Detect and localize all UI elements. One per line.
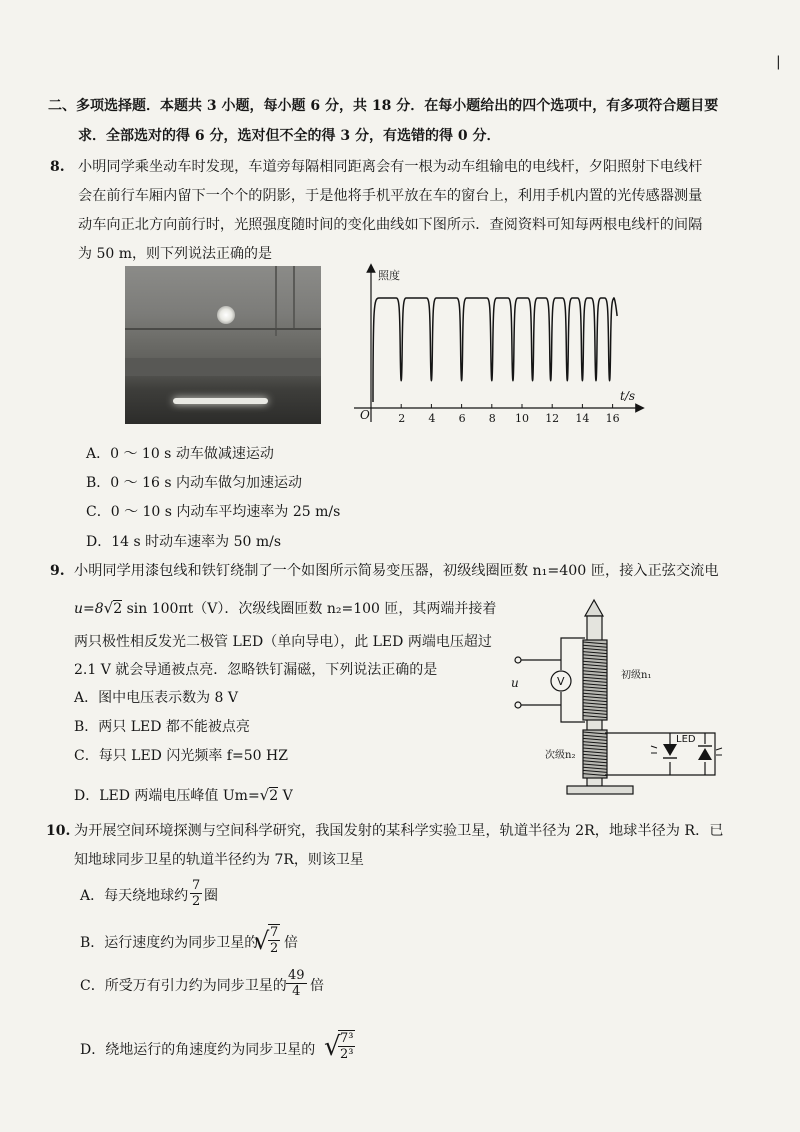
q9-formula-prefix: u=8 — [74, 601, 104, 617]
terminal-bottom — [515, 702, 521, 708]
q10-option-c-suffix: 倍 — [310, 978, 324, 994]
q9-line-2: 两只极性相反发光二极管 LED（单向导电），此 LED 两端电压超过 — [74, 634, 492, 650]
q10-option-b-suffix: 倍 — [284, 935, 298, 951]
q8-option-d: D．14 s 时动车速率为 50 m/s — [86, 534, 282, 550]
x-tick-label: 14 — [575, 412, 590, 425]
q10-option-b-denominator: 2 — [270, 941, 279, 956]
q10-option-d-numerator: 7³ — [340, 1031, 354, 1046]
q10-option-a-prefix: A．每天绕地球约 — [80, 888, 189, 904]
x-axis-label: t/s — [620, 389, 636, 403]
q10-option-a-suffix: 圈 — [204, 888, 218, 904]
q9-option-b: B．两只 LED 都不能被点亮 — [74, 719, 250, 735]
q10-option-b-radical: √ — [254, 927, 270, 955]
q10-option-a-fraction — [190, 878, 202, 909]
train-window-photo — [125, 266, 321, 424]
terminal-top — [515, 657, 521, 663]
primary-label: 初级n₁ — [621, 670, 652, 681]
q9-option-d: D．LED 两端电压峰值 Um=√2 V — [74, 786, 293, 804]
q10-option-b-fraction — [268, 924, 280, 956]
q8-option-a: A．0 ～ 10 s 动车做减速运动 — [86, 446, 274, 462]
q10-option-d-prefix: D．绕地运行的角速度约为同步卫星的 — [80, 1042, 316, 1058]
led-light-rays-1 — [651, 746, 657, 753]
q9-formula-suffix: sin 100πt（V）．次级线圈匝数 n₂=100 匝，其两端并接着 — [126, 601, 497, 617]
transformer-figure — [505, 590, 735, 805]
q10-option-b-numerator: 7 — [270, 925, 279, 940]
x-tick-label: 12 — [545, 412, 560, 425]
q9-option-d-suffix: V — [282, 788, 293, 804]
x-tick-label: 8 — [488, 412, 496, 425]
q10-option-b-prefix: B．运行速度约为同步卫星的 — [80, 935, 259, 951]
q8-option-c: C．0 ～ 10 s 内动车平均速率为 25 m/s — [86, 504, 341, 520]
q9-line-3: 2.1 V 就会导通被点亮．忽略铁钉漏磁，下列说法正确的是 — [74, 662, 438, 678]
q10-option-c-numerator: 49 — [288, 968, 305, 983]
section-header-line2: 求．全部选对的得 6 分，选对但不全的得 3 分，有选错的得 0 分． — [78, 128, 501, 144]
q9-formula-radicand: 2 — [113, 601, 123, 617]
q10-option-c-prefix: C．所受万有引力约为同步卫星的 — [80, 978, 287, 994]
q8-number: 8. — [50, 159, 65, 175]
origin-label: O — [360, 408, 370, 422]
secondary-label: 次级n₂ — [545, 750, 576, 761]
q10-line-2: 知地球同步卫星的轨道半径约为 7R，则该卫星 — [74, 852, 364, 868]
q8-option-b: B．0 ～ 16 s 内动车做匀加速运动 — [86, 475, 302, 491]
voltmeter-label: V — [557, 675, 565, 688]
q9-option-d-radicand: 2 — [269, 788, 279, 804]
led-2-icon — [698, 748, 712, 760]
x-tick-label: 16 — [605, 412, 620, 425]
q10-option-a-numerator: 7 — [192, 878, 201, 893]
q10-line-1: 为开展空间环境探测与空间科学研究，我国发射的某科学实验卫星，轨道半径为 2R，地球半径为 R．已 — [74, 823, 724, 839]
q10-option-d-denominator: 2³ — [340, 1047, 354, 1062]
x-tick-label: 4 — [428, 412, 436, 425]
q10-option-d-fraction — [338, 1030, 355, 1062]
q10-option-d-radical: √ — [324, 1032, 341, 1062]
q10-option-a-denominator: 2 — [192, 894, 201, 909]
led-light-rays-2 — [716, 748, 722, 755]
y-axis-label: 照度 — [378, 269, 400, 282]
page-marker: | — [776, 54, 781, 70]
q8-line-4: 为 50 m，则下列说法正确的是 — [78, 246, 272, 262]
x-tick-label: 2 — [398, 412, 406, 425]
illuminance-chart — [348, 262, 648, 442]
led-label: LED — [676, 734, 696, 745]
q10-option-c-fraction — [286, 968, 307, 999]
q8-line-3: 动车向正北方向前行时，光照强度随时间的变化曲线如下图所示．查阅资料可知每两根电线杆的间隔 — [78, 217, 703, 233]
x-tick-label: 6 — [458, 412, 466, 425]
q9-formula: u=8√2 sin 100πt（V）．次级线圈匝数 n₂=100 匝，其两端并接着 — [74, 599, 497, 617]
x-tick-label: 10 — [515, 412, 529, 425]
q9-option-c: C．每只 LED 闪光频率 f=50 HZ — [74, 748, 288, 764]
q8-line-1: 小明同学乘坐动车时发现，车道旁每隔相同距离会有一根为动车组输电的电线杆，夕阳照射下电线杆 — [78, 159, 703, 175]
q9-line-1: 小明同学用漆包线和铁钉绕制了一个如图所示简易变压器，初级线圈匝数 n₁=400 匝，接入正弦交流电 — [74, 563, 719, 579]
q10-option-c-denominator: 4 — [292, 984, 301, 999]
q9-option-a: A．图中电压表示数为 8 V — [74, 690, 239, 706]
q9-number: 9. — [50, 563, 65, 579]
u-label: u — [511, 676, 519, 690]
secondary-wire — [605, 733, 715, 775]
q9-option-d-prefix: D．LED 两端电压峰值 Um= — [74, 788, 260, 804]
illuminance-curve — [373, 298, 617, 402]
led-1-icon — [663, 744, 677, 756]
nail-base — [567, 786, 633, 794]
section-header-line1: 二、多项选择题．本题共 3 小题，每小题 6 分，共 18 分．在每小题给出的四个选项中，有多项符合题目要 — [48, 98, 719, 114]
q8-line-2: 会在前行车厢内留下一个个的阴影，于是他将手机平放在车的窗台上，利用手机内置的光传感器测量 — [78, 188, 703, 204]
q10-number: 10. — [46, 823, 71, 839]
nail-tip — [585, 600, 603, 616]
